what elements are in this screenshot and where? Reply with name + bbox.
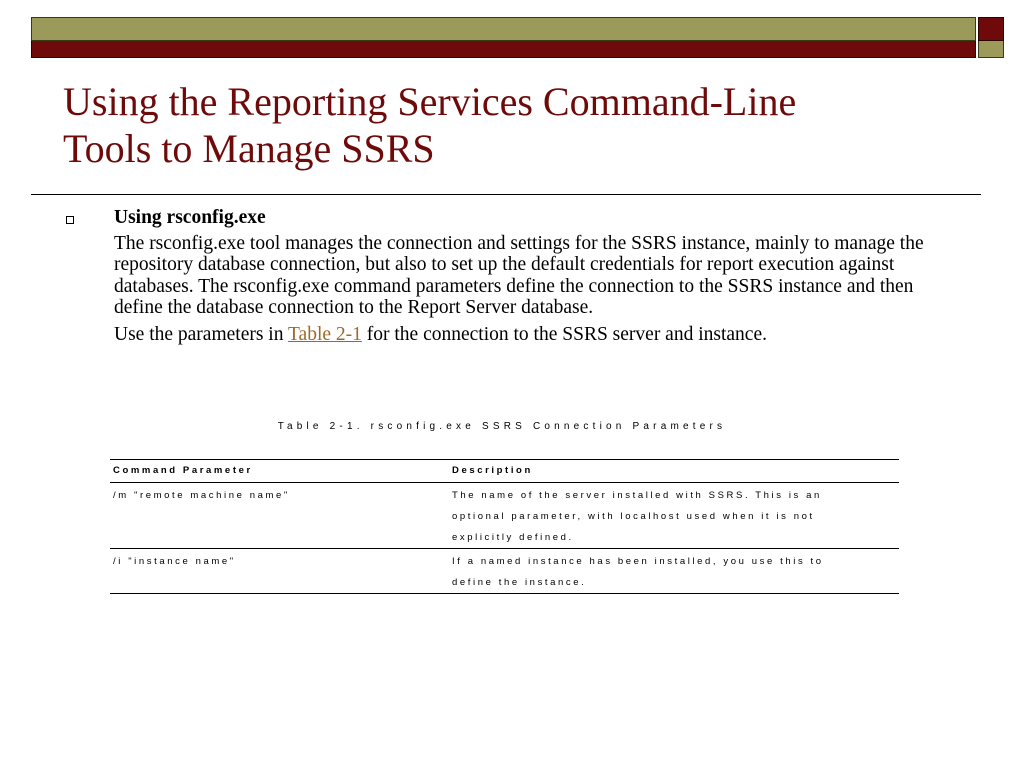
bullet-heading: Using rsconfig.exe	[114, 207, 266, 228]
body-paragraph-2	[114, 324, 964, 346]
row-description: The name of the server installed with SSRS. This is an optional parameter, with localhost used when it is not explicitly defined.	[452, 490, 822, 543]
header-bar-maroon	[31, 41, 976, 58]
title-divider	[31, 194, 981, 195]
header-square-olive	[978, 41, 1004, 58]
header-description: Description	[452, 465, 533, 476]
square-bullet-icon	[66, 216, 74, 224]
body-paragraph-1: The rsconfig.exe tool manages the connection and settings for the SSRS instance, mainly to manage the repository database connection, but also to set up the default credentials for report execution against databases. The rsconfig.exe command parameters define the connection to the SSRS instance and then define the database connection to the Report Server database.	[114, 232, 924, 318]
row-param: /m "remote machine name"	[113, 490, 290, 501]
paragraph-2-suffix: for the connection to the SSRS server and instance.	[361, 323, 767, 345]
title-line-2: Tools to Manage SSRS	[63, 126, 435, 171]
header-square-maroon	[978, 17, 1004, 41]
table-2-1-link[interactable]: Table 2-1	[288, 323, 362, 345]
paragraph-2-prefix: Use the parameters in	[114, 323, 288, 345]
row-param: /i "instance name"	[113, 556, 236, 567]
slide-title	[63, 78, 963, 172]
table-row	[110, 483, 899, 549]
parameters-table	[110, 459, 899, 594]
slide-body	[114, 207, 964, 350]
title-line-1: Using the Reporting Services Command-Line	[63, 79, 797, 124]
table-caption: Table 2-1. rsconfig.exe SSRS Connection Parameters	[277, 421, 727, 432]
table-row	[110, 549, 899, 594]
header-bar-olive	[31, 17, 976, 41]
row-description: If a named instance has been installed, you use this to define the instance.	[452, 556, 824, 588]
header-command-parameter: Command Parameter	[113, 465, 253, 476]
table-header-row	[110, 460, 899, 483]
